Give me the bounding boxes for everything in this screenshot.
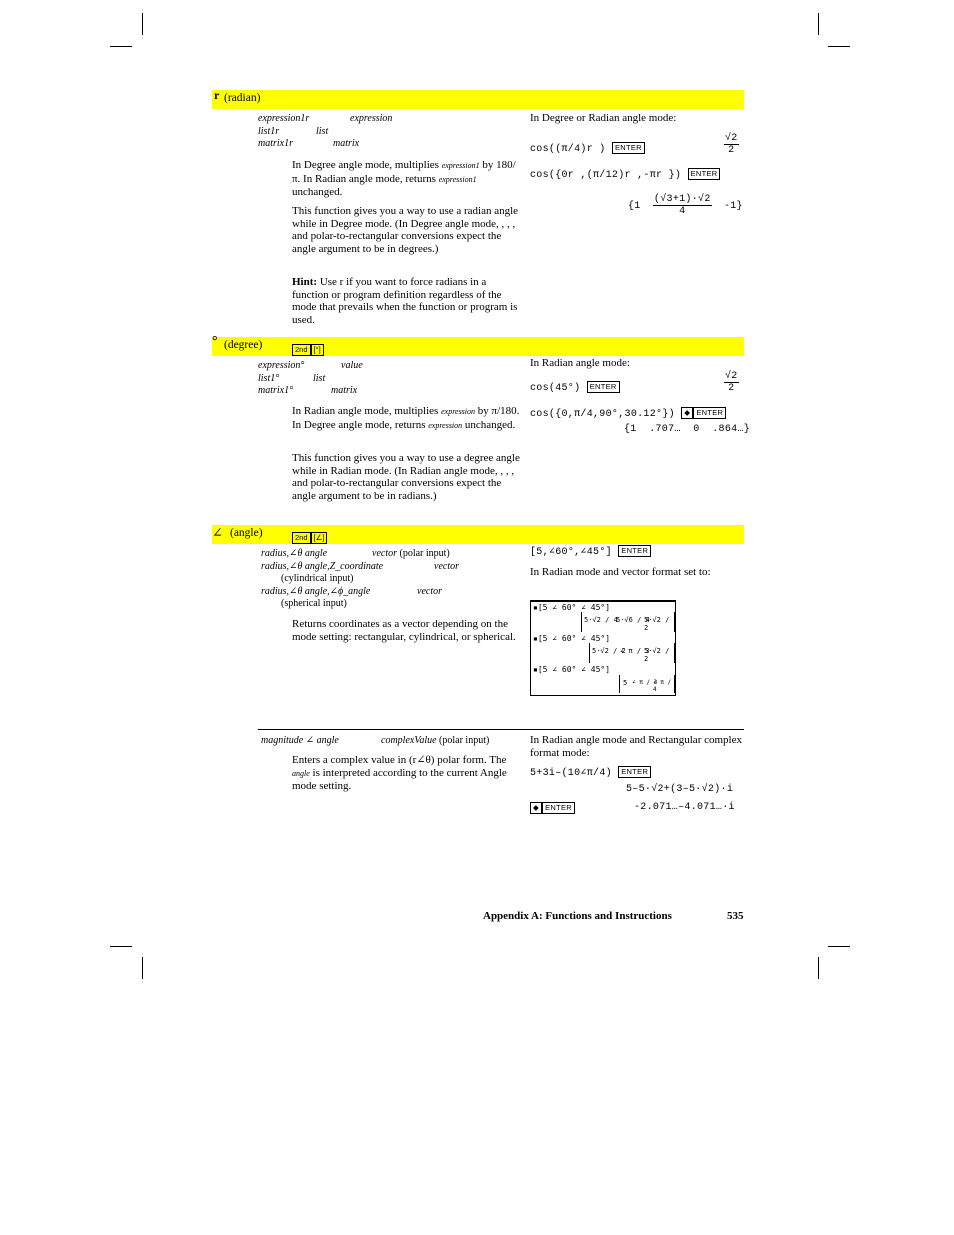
syntax-arg: radius,∠θ angle,Z_coordinate: [261, 560, 384, 572]
desc-arg: expression1: [441, 161, 480, 170]
angle-syntax: [261, 548, 511, 611]
syntax-result-value: complexValue: [381, 735, 437, 746]
radian-header-bar: [212, 90, 744, 109]
2nd-key: 2nd: [292, 532, 311, 544]
result-denominator: 2: [728, 383, 735, 394]
desc-text: is interpreted according to the current Angle mode setting.: [292, 766, 507, 793]
crop-mark: [828, 946, 850, 947]
example-input: 5+3i–(10∠π/4): [530, 768, 612, 779]
radian-title: (radian): [224, 92, 261, 104]
angle-description: Returns coordinates as a vector depending on the mode setting: rectangular, cylindrical, or spherical.: [292, 618, 516, 643]
crop-mark: [828, 46, 850, 47]
diamond-key: ◆: [681, 407, 693, 419]
syntax-arg: radius,∠θ angle: [261, 548, 328, 559]
angle-key: [∠]: [311, 532, 328, 544]
syntax-result: expression: [350, 113, 393, 124]
enter-key: ENTER: [618, 766, 651, 778]
desc-text: by 180/π. In Radian angle mode, returns: [292, 159, 516, 185]
degree-symbol: °: [212, 334, 218, 349]
syntax-note: (polar input): [439, 735, 490, 746]
radian-hint: [292, 276, 520, 327]
radian-description: [292, 159, 520, 199]
syntax-result: [381, 735, 489, 748]
screen-result-cell: ∠ π / 3: [632, 679, 658, 686]
degree-keystroke: [292, 340, 324, 358]
degree-title: (degree): [224, 339, 263, 351]
complex-example-1-result: 5–5·√2+(3–5·√2)·i: [626, 784, 734, 795]
syntax-arg: list1°: [258, 372, 280, 384]
crop-mark: [110, 46, 132, 47]
syntax-arg: expression1r: [258, 113, 310, 124]
syntax-result: vector: [417, 585, 442, 597]
syntax-arg: matrix1°: [258, 385, 294, 396]
radian-paragraph-2: This function gives you a way to use a radian angle while in Degree mode. (In Degree angle mode, , , , and polar-to-rectangular conversions expect the angle argument to be in degrees.): [292, 205, 519, 256]
angle-header-bar: [212, 525, 744, 544]
example-input: cos(45°): [530, 383, 581, 394]
degree-example-1: [530, 381, 620, 394]
screen-top-rule: [531, 601, 675, 602]
crop-mark: [818, 957, 819, 979]
screen-result-cell: ∠ π / 3: [620, 647, 650, 655]
syntax-result: value: [341, 360, 363, 371]
screen-result-cell: 5·√2 / 4: [584, 616, 618, 624]
angle-title: (angle): [230, 527, 263, 539]
desc-arg: angle: [292, 768, 310, 778]
degree-description: [292, 405, 520, 432]
screen-result-rectangular: [581, 612, 675, 632]
syntax-arg: list1r: [258, 125, 280, 137]
degree-paragraph-2: This function gives you a way to use a degree angle while in Radian mode. (In Radian angle mode, , , , and polar-to-rectangular conversions expect the angle argument to be in radians.): [292, 452, 520, 503]
2nd-key: 2nd: [292, 344, 311, 356]
syntax-result: [372, 548, 450, 561]
desc-text: In Radian angle mode, multiplies: [292, 405, 442, 417]
crop-mark: [818, 13, 819, 35]
result-numerator: √2: [725, 133, 738, 144]
degree-example-2: [530, 407, 726, 420]
syntax-note: (cylindrical input): [281, 573, 354, 584]
angle-example-heading: In Radian mode and vector format set to:: [530, 566, 711, 578]
enter-key: ENTER: [688, 168, 721, 180]
desc-arg: expression: [428, 420, 463, 430]
crop-mark: [142, 13, 143, 35]
result-numerator: √2: [725, 371, 738, 382]
degree-example-heading: In Radian angle mode:: [530, 357, 630, 369]
screen-entry-line: ▪[5 ∠ 60° ∠ 45°]: [533, 634, 611, 643]
crop-mark: [142, 957, 143, 979]
enter-key: ENTER: [618, 545, 651, 557]
complex-example-2-result: -2.071…–4.071…·i: [634, 802, 735, 813]
diamond-key: ◆: [530, 802, 542, 814]
desc-arg: expression: [441, 407, 476, 416]
angle-symbol: ∠: [212, 525, 223, 540]
footer-title: Appendix A: Functions and Instructions: [483, 910, 672, 922]
enter-key: ENTER: [542, 802, 575, 814]
result-numerator: (√3+1)·√2: [653, 194, 711, 205]
desc-text: Enters a complex value in (r∠θ) polar form. The: [292, 754, 507, 766]
screen-result-cell: 5·√6 / 4: [616, 616, 650, 624]
syntax-note: (polar input): [399, 548, 450, 559]
page-number: 535: [727, 910, 744, 922]
example-input: cos((π/4)r ): [530, 144, 606, 155]
degree-example-2-result: {1 .707… 0 .864…}: [624, 424, 751, 435]
page-footer: [483, 910, 745, 922]
desc-text: unchanged.: [292, 186, 343, 199]
complex-description: [292, 754, 520, 793]
radian-syntax: [258, 113, 458, 151]
crop-mark: [110, 946, 132, 947]
result-denominator: 4: [679, 206, 686, 217]
syntax-result-value: vector: [372, 548, 397, 559]
enter-key: ENTER: [693, 407, 726, 419]
angle-keystroke: [292, 528, 327, 546]
complex-example-heading: In Radian angle mode and Rectangular complex format mode:: [530, 734, 742, 759]
result-denominator: 2: [728, 145, 735, 156]
syntax-result: list: [316, 125, 329, 137]
syntax-result: matrix: [331, 385, 358, 396]
syntax-arg: expression°: [258, 360, 305, 371]
screen-result-cylindrical: [589, 643, 675, 663]
result-prefix: {1: [628, 201, 641, 213]
radian-example-heading: In Degree or Radian angle mode:: [530, 112, 677, 124]
example-input: cos({0,π/4,90°,30.12°}): [530, 409, 675, 420]
syntax-arg: radius,∠θ angle,∠ϕ_angle: [261, 585, 371, 597]
desc-text: unchanged.: [462, 418, 516, 431]
complex-example-2: [530, 802, 575, 815]
radian-symbol: r: [214, 88, 220, 102]
screen-result-cell: 5·√2 / 2: [644, 647, 670, 663]
degree-header-bar: [212, 334, 744, 356]
degree-syntax: [258, 360, 458, 398]
result-suffix: -1}: [723, 201, 743, 213]
screen-result-cell: ∠ π / 4: [653, 679, 672, 693]
hint-label: Hint:: [292, 276, 318, 288]
angle-example-1: [530, 545, 651, 558]
syntax-arg: matrix1r: [258, 138, 293, 149]
enter-key: ENTER: [587, 381, 620, 393]
screen-result-cell: 5·√2 / 2: [644, 616, 670, 632]
complex-syntax: [261, 735, 511, 748]
example-input: cos({0r ,(π/12)r ,-πr }): [530, 170, 682, 181]
example-input: [5,∠60°,∠45°]: [530, 547, 612, 558]
syntax-result: list: [313, 372, 326, 384]
degree-example-1-result: [724, 371, 739, 394]
complex-example-1: [530, 766, 651, 779]
desc-arg: expression1: [438, 174, 477, 184]
radian-example-2-result: [628, 194, 743, 217]
calculator-screen: [530, 600, 676, 696]
radian-example-1: [530, 142, 645, 155]
syntax-result: matrix: [333, 138, 360, 149]
section-divider: [258, 729, 744, 730]
syntax-result: vector: [434, 560, 459, 572]
screen-result-spherical: [619, 675, 675, 693]
syntax-arg: magnitude ∠ angle: [261, 735, 339, 746]
degree-key: [°]: [311, 344, 324, 356]
radian-example-2: [530, 168, 720, 181]
screen-entry-line: ▪[5 ∠ 60° ∠ 45°]: [533, 665, 611, 674]
enter-key: ENTER: [612, 142, 645, 154]
hint-text: Use r if you want to force radians in a function or program definition regardless of the mode that prevails when the function or program is used.: [292, 276, 518, 327]
screen-result-cell: 5·√2 / 2: [592, 647, 626, 655]
desc-text: by π/180. In Degree angle mode, returns: [292, 405, 520, 431]
syntax-note: (spherical input): [281, 598, 347, 609]
radian-example-1-result: [724, 133, 739, 156]
desc-text: In Degree angle mode, multiplies: [292, 159, 442, 171]
screen-entry-line: ▪[5 ∠ 60° ∠ 45°]: [533, 603, 611, 612]
screen-result-cell: 5: [623, 679, 628, 687]
